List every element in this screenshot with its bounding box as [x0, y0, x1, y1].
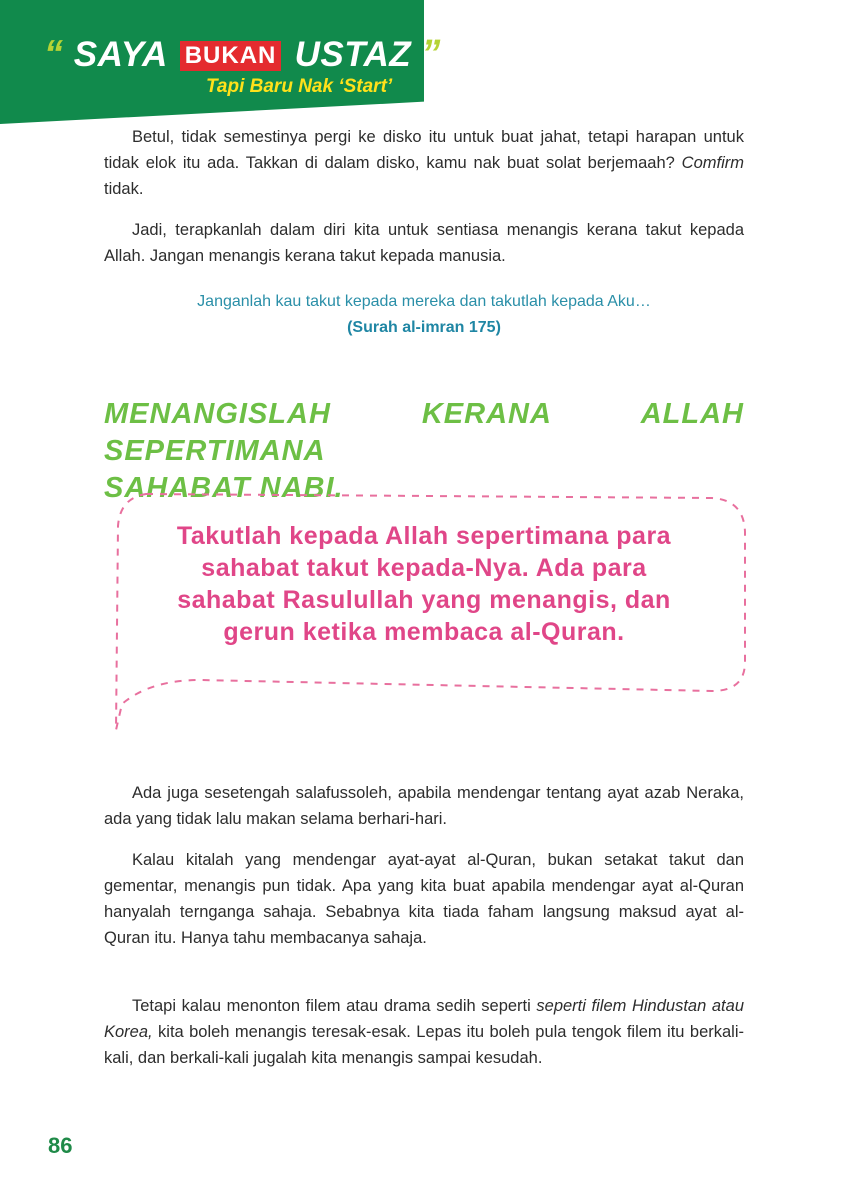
paragraph-salafussoleh: Ada juga sesetengah salafussoleh, apabila mendengar tentang ayat azab Neraka, ada yang tidak lalu makan selama berhari-hari. [104, 784, 744, 828]
title-word-ustaz: USTAZ [294, 35, 412, 74]
paragraph-text: tidak. [104, 180, 144, 198]
title-open-quote: “ [44, 33, 64, 75]
paragraph-ayat-quran: Kalau kitalah yang mendengar ayat-ayat al-Quran, bukan setakat takut dan gementar, menangis pun tidak. Apa yang kita buat apabila mendengar ayat al-Quran hanyalah ternganga sahaja. Sebabnya kita tiada faham langsung maksud ayat al-Quran itu. Hanya tahu membacanya sahaja. [104, 851, 744, 947]
paragraph-emphasis: Comfirm [681, 154, 744, 172]
paragraph-terapkan: Jadi, terapkanlah dalam diri kita untuk sentiasa menangis kerana takut kepada Allah. Jangan menangis kerana takut kepada manusia. [104, 221, 744, 265]
paragraph-text: Tetapi kalau menonton filem atau drama sedih seperti [132, 997, 537, 1015]
callout-line: sahabat Rasulullah yang menangis, dan [177, 586, 671, 614]
paragraph-filem [104, 993, 744, 1071]
title-badge-bukan: BUKAN [180, 41, 282, 71]
paragraph-disko [104, 124, 744, 202]
callout-line: gerun ketika membaca al-Quran. [223, 618, 625, 646]
callout-line: Takutlah kepada Allah sepertimana para [176, 522, 672, 550]
paragraph-text: kita boleh menangis teresak-esak. Lepas itu boleh pula tengok filem itu berkali-kali, dan berkali-kali jugalah kita menangis sampai kesudah. [104, 1023, 744, 1067]
callout-line: sahabat takut kepada-Nya. Ada para [201, 554, 647, 582]
book-title [44, 34, 441, 75]
callout-text [138, 520, 710, 648]
paragraph-text: Betul, tidak semestinya pergi ke disko itu untuk buat jahat, tetapi harapan untuk tidak elok itu ada. Takkan di dalam disko, kamu nak buat solat berjemaah? [104, 128, 744, 172]
book-subtitle: Tapi Baru Nak ‘Start’ [206, 76, 393, 97]
section-heading-line-1: MENANGISLAH KERANA ALLAH SEPERTIMANA [104, 398, 744, 467]
title-word-saya: SAYA [73, 35, 167, 74]
section-heading-line-2: SAHABAT NABI. [104, 472, 344, 504]
quran-quote: Janganlah kau takut kepada mereka dan takutlah kepada Aku… [197, 293, 651, 310]
paragraph-emphasis: seperti filem Hindustan atau Korea, [104, 997, 744, 1041]
page-number: 86 [48, 1133, 73, 1158]
quote-reference: (Surah al-imran 175) [347, 319, 501, 336]
title-close-quote: ” [421, 33, 441, 75]
